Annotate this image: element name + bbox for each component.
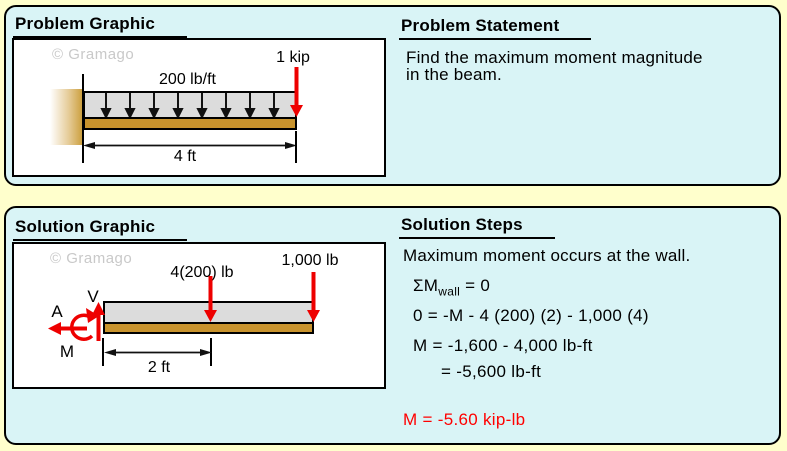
moment-reaction-label: M — [59, 342, 75, 361]
final-answer: M = -5.60 kip-lb — [403, 410, 526, 429]
span-dimension-line — [104, 348, 212, 357]
resultant-load-label: 4(200) lb — [170, 264, 234, 281]
equation-sum-moments — [413, 276, 490, 298]
distributed-load-arrows-icon — [83, 91, 297, 119]
solution-steps-title: Solution Steps — [399, 215, 555, 239]
equation-sum-post: = 0 — [460, 276, 491, 295]
span-label: 4 ft — [173, 148, 197, 165]
beam — [103, 322, 314, 334]
solution-graphic-title: Solution Graphic — [13, 217, 187, 241]
point-load-label: 1 kip — [276, 49, 310, 66]
resultant-load-arrow-icon — [204, 276, 217, 323]
equation-moment-total: = -5,600 lb-ft — [441, 362, 542, 381]
distributed-load-label: 200 lb/ft — [159, 71, 216, 88]
span-label: 2 ft — [147, 359, 171, 376]
point-load-arrow-icon — [307, 272, 320, 323]
beam — [83, 117, 297, 130]
problem-statement-line1: Find the maximum moment magnitude — [406, 48, 703, 67]
problem-statement-title: Problem Statement — [399, 16, 591, 40]
solution-graphic-box — [12, 242, 386, 389]
solution-intro: Maximum moment occurs at the wall. — [403, 246, 691, 265]
equation-moment-terms: M = -1,600 - 4,000 lb-ft — [413, 336, 593, 355]
shear-reaction-label: V — [87, 287, 99, 306]
dimension-tick — [295, 131, 297, 163]
point-load-arrow-icon — [290, 67, 303, 118]
equation-sum-subscript: wall — [438, 284, 461, 299]
axial-reaction-label: A — [51, 302, 63, 321]
problem-statement-line2: in the beam. — [406, 65, 502, 84]
problem-panel — [4, 5, 781, 186]
problem-graphic-box — [12, 38, 386, 177]
watermark: © Gramago — [50, 250, 133, 267]
equation-sum-pre: ΣM — [413, 276, 439, 295]
point-load-label: 1,000 lb — [281, 252, 339, 269]
solution-panel — [4, 206, 781, 445]
equation-moment-balance: 0 = -M - 4 (200) (2) - 1,000 (4) — [413, 306, 649, 325]
problem-graphic-title: Problem Graphic — [13, 14, 187, 38]
wall-support — [50, 89, 84, 145]
watermark: © Gramago — [52, 46, 135, 63]
